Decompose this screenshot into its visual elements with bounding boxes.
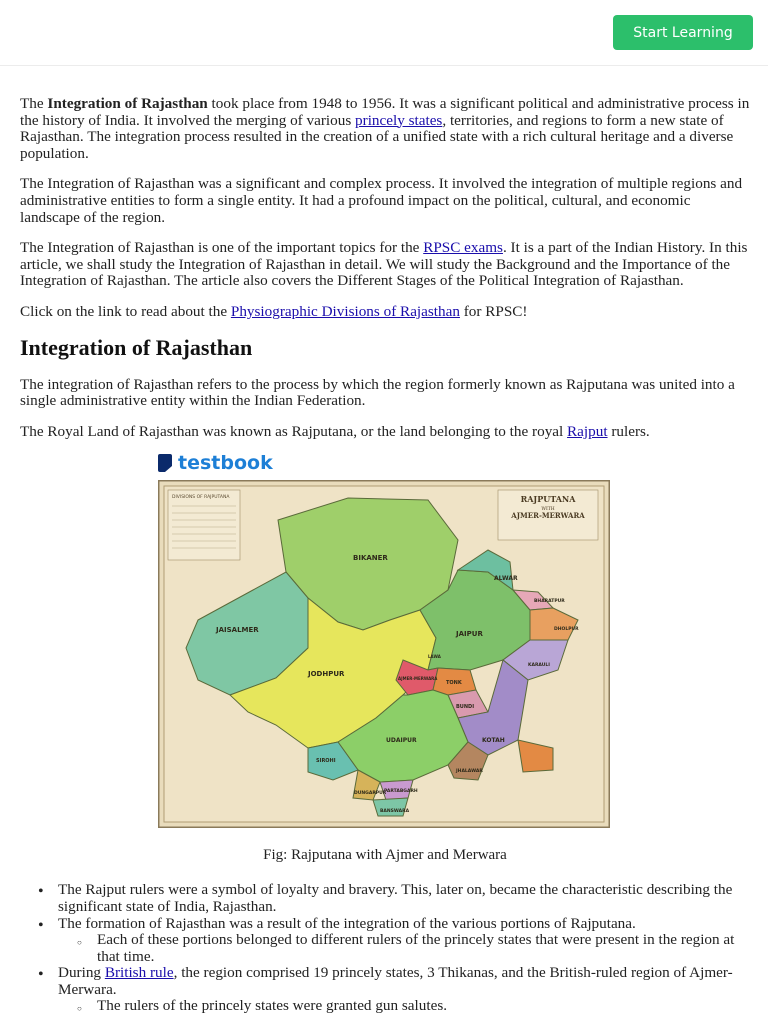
label-lawa: LAWA <box>428 654 441 660</box>
section-paragraph-1: The integration of Rajasthan refers to the process by which the region formerly known as Rajputana was united into a single administrative entity within the Indian Federation. <box>20 375 735 410</box>
list-item: • During British rule, the region comprised 19 princely states, 3 Thikanas, and the British-ruled region of Ajmer-Merwara. ○ The rulers of the princely states were granted gun salutes. <box>58 965 750 1015</box>
label-jhalawar: JHALAWAR <box>456 769 483 775</box>
princely-states-link[interactable]: princely states <box>355 111 443 129</box>
map-legend-title: DIVISIONS OF RAJPUTANA <box>172 495 230 501</box>
testbook-logo-icon <box>158 454 172 472</box>
label-bundi: BUNDI <box>456 704 475 711</box>
label-karauli: KARAULI <box>528 663 550 669</box>
map-subtitle: AJMER-MERWARA <box>511 511 585 521</box>
intro-paragraph-3: The Integration of Rajasthan is one of the important topics for the RPSC exams. It is a part of the Indian History. In this article, we shall study the Integration of Rajasthan in detail. We will study the Background and the Importance of the Integration of Rajasthan. The article also covers the Different Stages of the Political Integration of Rajasthan. <box>20 239 748 290</box>
label-dholpur: DHOLPUR <box>554 627 579 633</box>
sub-list-item: ○ The rulers of the princely states were granted gun salutes. <box>97 998 750 1015</box>
intro-paragraph-1: The Integration of Rajasthan took place from 1948 to 1956. It was a significant political and administrative process in the history of India. It involved the merging of various princely states, territories, and regions to form a new state of Rajasthan. The integration process resulted in the creation of a unified state with a rich cultural heritage and a diverse population. <box>20 95 750 162</box>
physiographic-divisions-link[interactable]: Physiographic Divisions of Rajasthan <box>230 302 460 320</box>
figure-caption: Fig: Rajputana with Ajmer and Merwara <box>263 847 507 864</box>
rpsc-exams-link[interactable]: RPSC exams <box>423 239 503 257</box>
start-learning-button[interactable]: Start Learning <box>613 15 753 50</box>
fact-list <box>20 882 750 1015</box>
sub-list-item: ○ Each of these portions belonged to different rulers of the princely states that were present in the region at that time. <box>97 932 750 965</box>
label-dungarpur: DUNGARPUR <box>354 791 387 797</box>
top-bar <box>0 0 768 66</box>
label-kotah: KOTAH <box>482 737 505 745</box>
rajput-link[interactable]: Rajput <box>567 422 608 440</box>
intro-paragraph-2: The Integration of Rajasthan was a significant and complex process. It involved the integration of multiple regions and administrative entities to form a single entity. It had a profound impact on the political, cultural, and economic landscape of the region. <box>20 175 743 226</box>
intro-paragraph-4: Click on the link to read about the Physiographic Divisions of Rajasthan for RPSC! <box>20 302 528 320</box>
rajputana-map <box>158 480 610 828</box>
label-banswara: BANSWARA <box>380 809 410 815</box>
list-item: • The formation of Rajasthan was a result of the integration of the various portions of Rajputana. ○ Each of these portions belonged to different rulers of the princely states that were present in the region at that time. <box>58 916 750 966</box>
intro-bold-term: Integration of Rajasthan <box>47 95 208 112</box>
british-rule-link[interactable]: British rule <box>104 964 174 982</box>
map-title: RAJPUTANA <box>520 494 576 505</box>
label-sirohi: SIROHI <box>316 758 336 765</box>
label-bharatpur: BHARATPUR <box>534 599 565 605</box>
label-jodhpur: JODHPUR <box>308 670 345 679</box>
label-ajmer-merwara: AJMER-MERWARA <box>398 676 438 682</box>
label-partabgarh: PARTABGARH <box>384 789 418 795</box>
map-legend-box <box>168 490 240 560</box>
label-bikaner: BIKANER <box>353 554 388 563</box>
label-udaipur: UDAIPUR <box>386 737 417 745</box>
label-tonk: TONK <box>446 680 462 687</box>
article-body <box>20 96 750 1015</box>
section-heading: Integration of Rajasthan <box>20 334 253 360</box>
label-jaisalmer: JAISALMER <box>216 626 259 635</box>
sub-list <box>58 932 750 965</box>
label-jaipur: JAIPUR <box>456 630 483 639</box>
testbook-logo: testbook <box>158 454 273 472</box>
map-figure <box>20 454 750 882</box>
map-title-with: WITH <box>541 507 555 513</box>
label-alwar: ALWAR <box>494 575 518 583</box>
section-paragraph-2: The Royal Land of Rajasthan was known as Rajputana, or the land belonging to the royal Rajput rulers. <box>20 422 650 440</box>
list-item: • The Rajput rulers were a symbol of loyalty and bravery. This, later on, became the characteristic describing the significant state of India, Rajasthan. <box>58 882 750 915</box>
sub-list <box>58 998 750 1015</box>
